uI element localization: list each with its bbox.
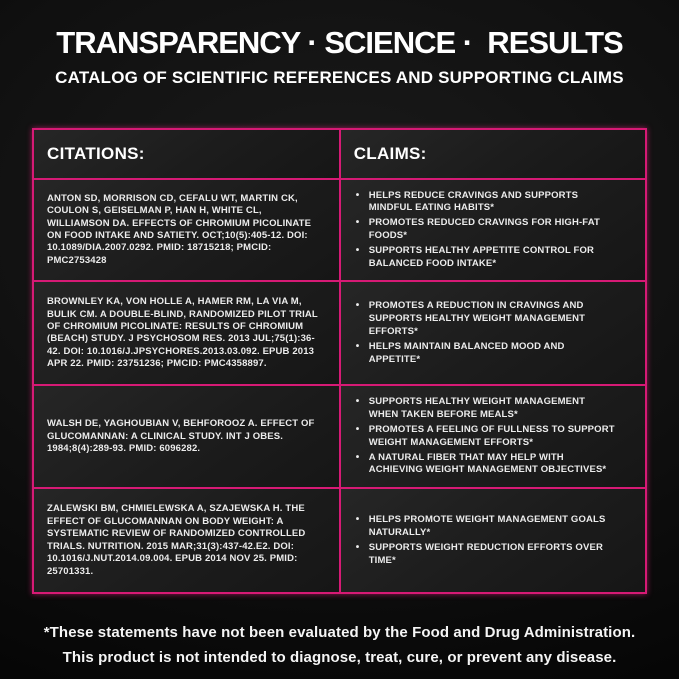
claim-item: • HELPS PROMOTE WEIGHT MANAGEMENT GOALS NATURALLY* bbox=[355, 514, 615, 540]
fda-disclaimer: *These statements have not been evaluated by the Food and Drug Administration. This product is not intended to diagnose, treat, cure, or prevent any disease. bbox=[43, 624, 636, 666]
claims-header-cell bbox=[341, 130, 645, 178]
claim-item: • A NATURAL FIBER THAT MAY HELP WITH ACHIEVING WEIGHT MANAGEMENT OBJECTIVES* bbox=[355, 452, 615, 478]
citation-cell bbox=[34, 489, 341, 592]
citation-cell bbox=[34, 282, 341, 384]
page-subtitle: CATALOG OF SCIENTIFIC REFERENCES AND SUPPORTING CLAIMS bbox=[55, 67, 624, 87]
claims-list bbox=[341, 180, 645, 281]
claims-cell bbox=[341, 180, 645, 281]
references-table bbox=[32, 128, 647, 595]
citation-text: BROWNLEY KA, VON HOLLE A, HAMER RM, LA VIA M, BULIK CM. A DOUBLE-BLIND, RANDOMIZED PILOT TRIAL OF CHROMIUM PICOLINATE: RESULTS OF CHROMIUM (BEACH) STUDY. J PSYCHOSOM RES. 2013 JUL;75(1):36-42. DOI: 10.1016/J.JPSYCHORES.2013.03.092. EPUB 2013 APR 22. PMID: 23751236; PMCID: PMC4358897. bbox=[47, 296, 318, 370]
table-rows bbox=[34, 178, 645, 593]
claim-item: • PROMOTES A FEELING OF FULLNESS TO SUPPORT WEIGHT MANAGEMENT EFFORTS* bbox=[355, 424, 615, 450]
claim-item: • SUPPORTS WEIGHT REDUCTION EFFORTS OVER TIME* bbox=[355, 542, 615, 568]
claim-item: • SUPPORTS HEALTHY WEIGHT MANAGEMENT WHEN TAKEN BEFORE MEALS* bbox=[355, 396, 615, 422]
claim-item: • PROMOTES REDUCED CRAVINGS FOR HIGH-FAT FOODS* bbox=[355, 217, 615, 243]
citation-text: WALSH DE, YAGHOUBIAN V, BEHFOROOZ A. EFFECT OF GLUCOMANNAN: A CLINICAL STUDY. INT J OBES. 1984;8(4):289-93. PMID: 6096282. bbox=[47, 418, 315, 455]
page-title: TRANSPARENCY · SCIENCE · RESULTS bbox=[56, 25, 623, 60]
claims-column-header: CLAIMS: bbox=[353, 143, 427, 163]
citation-text: ZALEWSKI BM, CHMIELEWSKA A, SZAJEWSKA H. THE EFFECT OF GLUCOMANNAN ON BODY WEIGHT: A SYSTEMATIC REVIEW OF RANDOMIZED CONTROLLED TRIALS. NUTRITION. 2015 MAR;31(3):437-42.E2. DOI: 10.1016/J.NUT.2014.09.004. EPUB 2014 NOV 25. PMID: 25701331. bbox=[47, 503, 306, 577]
table-row bbox=[34, 280, 645, 384]
table-row bbox=[34, 487, 645, 592]
claim-item: • PROMOTES A REDUCTION IN CRAVINGS AND SUPPORTS HEALTHY WEIGHT MANAGEMENT EFFORTS* bbox=[355, 300, 615, 338]
claim-item: • HELPS MAINTAIN BALANCED MOOD AND APPETITE* bbox=[355, 341, 615, 367]
citations-column-header: CITATIONS: bbox=[47, 143, 145, 163]
table-row bbox=[34, 384, 645, 487]
claims-list bbox=[341, 290, 645, 376]
claims-list bbox=[341, 386, 645, 487]
reference-poster bbox=[0, 25, 679, 679]
citations-header-cell bbox=[34, 130, 341, 178]
table-header-row bbox=[34, 130, 645, 178]
claims-cell bbox=[341, 489, 645, 592]
claims-cell bbox=[341, 386, 645, 487]
citation-cell bbox=[34, 180, 341, 281]
claims-list bbox=[341, 504, 645, 577]
claim-item: • HELPS REDUCE CRAVINGS AND SUPPORTS MINDFUL EATING HABITS* bbox=[355, 190, 615, 216]
citation-text: ANTON SD, MORRISON CD, CEFALU WT, MARTIN CK, COULON S, GEISELMAN P, HAN H, WHITE CL, WILLIAMSON DA. EFFECTS OF CHROMIUM PICOLINATE ON FOOD INTAKE AND SATIETY. OCT;10(5):405-12. DOI: 10.1089/DIA.2007.0292. PMID: 18715218; PMCID: PMC2753428 bbox=[47, 192, 312, 266]
citation-cell bbox=[34, 386, 341, 487]
claim-item: • SUPPORTS HEALTHY APPETITE CONTROL FOR BALANCED FOOD INTAKE* bbox=[355, 245, 615, 271]
table-row bbox=[34, 178, 645, 281]
claims-cell bbox=[341, 282, 645, 384]
